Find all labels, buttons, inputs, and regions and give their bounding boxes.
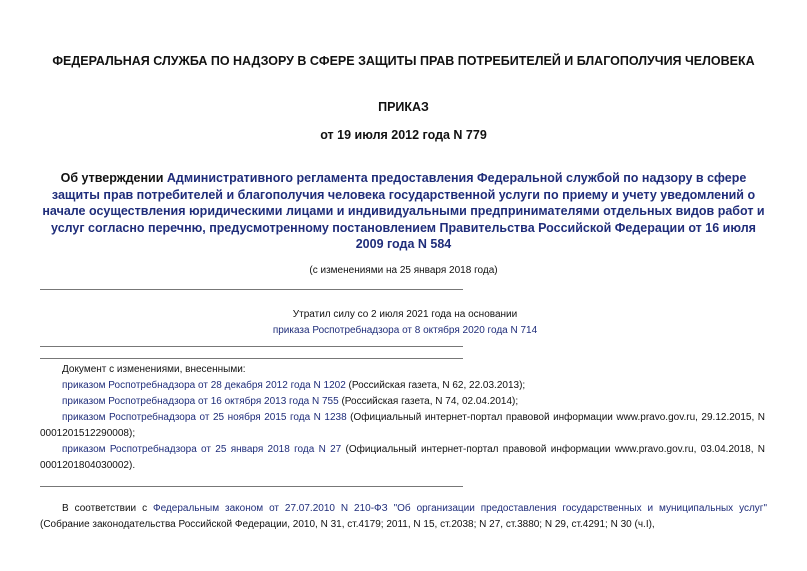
amendment-link[interactable]: приказом Роспотребнадзора от 16 октября 2013 года N 755 bbox=[62, 396, 339, 407]
federal-law-link[interactable]: Федеральным законом от 27.07.2010 N 210-ФЗ "Об организации предоставления государственных и муниципальных услуг" bbox=[152, 503, 768, 514]
title-prefix: Об утверждении bbox=[60, 171, 167, 185]
repeal-order-link[interactable]: приказа Роспотребнадзора от 8 октября 2020 года N 714 bbox=[272, 325, 538, 336]
amendments-list bbox=[40, 362, 765, 474]
amendment-item bbox=[40, 442, 765, 474]
amendment-source: (Официальный интернет-портал правовой информации www.pravo.gov.ru, 03.04.2018, N 0001201804030002). bbox=[40, 444, 765, 471]
amendment-source: (Российская газета, N 74, 02.04.2014); bbox=[338, 396, 519, 407]
document-date: от 19 июля 2012 года N 779 bbox=[320, 128, 487, 142]
amendment-item bbox=[62, 394, 765, 410]
agency-name: ФЕДЕРАЛЬНАЯ СЛУЖБА ПО НАДЗОРУ В СФЕРЕ ЗАЩИТЫ ПРАВ ПОТРЕБИТЕЛЕЙ И БЛАГОПОЛУЧИЯ ЧЕЛОВЕКА bbox=[52, 54, 755, 68]
amendment-item bbox=[62, 378, 765, 394]
paragraph-rest: (Собрание законодательства Российской Федерации, 2010, N 31, ст.4179; 2011, N 15, ст.2038; N 27, ст.3880; N 29, ст.4291; N 30 (ч.I), bbox=[40, 519, 655, 530]
amendment-link[interactable]: приказом Роспотребнадзора от 25 ноября 2015 года N 1238 bbox=[62, 412, 347, 423]
changes-note: (с изменениями на 25 января 2018 года) bbox=[309, 265, 498, 276]
regulation-link[interactable]: Административного регламента предоставления Федеральной службой по надзору в сфере защиты прав потребителей и благополучия человека государственной услуги по приему и учету уведомлений о начале осуществления юридическими лицами и индивидуальными предпринимателями отдельных видов работ и услуг согласно перечню, предусмотренному постановлением Правительства Российской Федерации от 16 июля 2009 года N 584 bbox=[42, 171, 765, 251]
document-title bbox=[40, 170, 767, 253]
status-text: Утратил силу со 2 июля 2021 года на основании bbox=[292, 309, 518, 320]
amendment-source: (Российская газета, N 62, 22.03.2013); bbox=[345, 380, 526, 391]
paragraph-prefix: В соответствии с bbox=[62, 503, 153, 514]
body-paragraph bbox=[40, 501, 767, 533]
divider bbox=[40, 289, 463, 290]
divider bbox=[40, 358, 463, 359]
divider bbox=[40, 486, 463, 487]
amendment-source: (Официальный интернет-портал правовой информации www.pravo.gov.ru, 29.12.2015, N 0001201512290008); bbox=[40, 412, 765, 439]
document-type: ПРИКАЗ bbox=[378, 100, 429, 114]
amendment-link[interactable]: приказом Роспотребнадзора от 25 января 2018 года N 27 bbox=[62, 444, 342, 455]
amendment-link[interactable]: приказом Роспотребнадзора от 28 декабря 2012 года N 1202 bbox=[62, 380, 346, 391]
divider bbox=[40, 346, 463, 347]
status-note bbox=[200, 307, 610, 339]
amendments-intro: Документ с изменениями, внесенными: bbox=[62, 364, 246, 375]
amendment-item bbox=[40, 410, 765, 442]
